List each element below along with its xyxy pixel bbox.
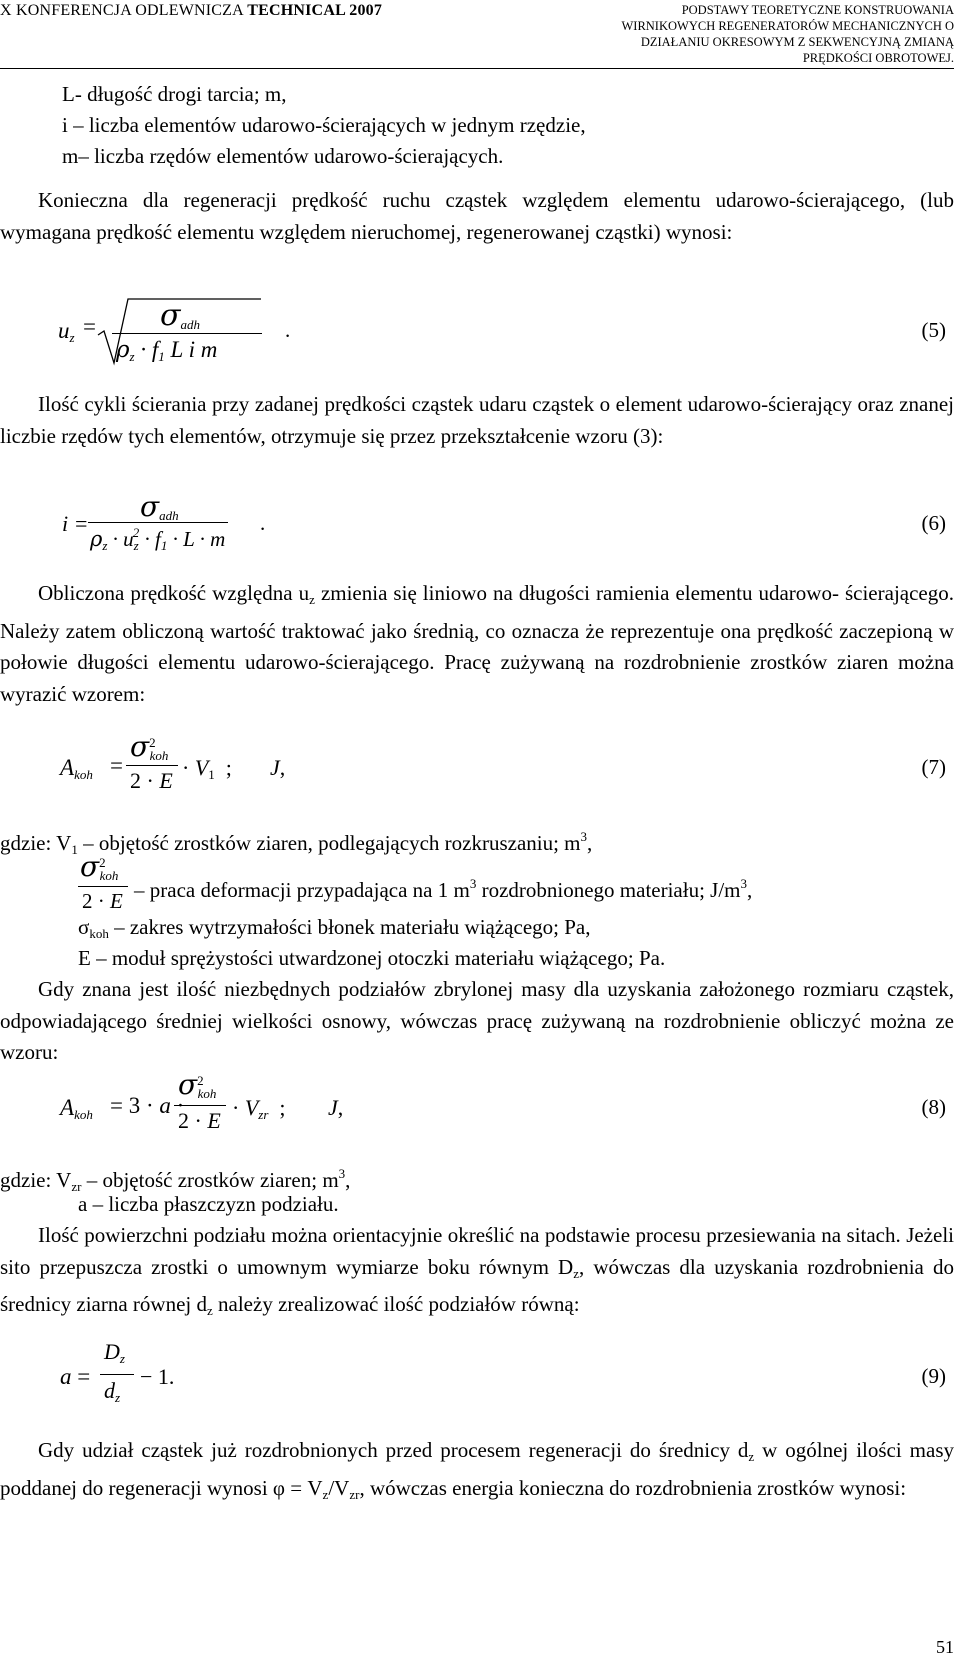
eq8-number: (8) (921, 1095, 946, 1119)
def-Vzr-rest: – objętość zrostków ziaren; m (81, 1168, 339, 1192)
eq6-f-sub: 1 (160, 538, 168, 553)
def-work-rest: rozdrobnionego materiału; J/m (476, 878, 741, 902)
def-work-denominator: 2 · E (82, 889, 123, 913)
eq5-lhs-sub: z (69, 330, 75, 345)
def-work-m3b: 3 (740, 876, 748, 891)
paragraph-6-rest: , wówczas energia konieczna do rozdrobnienia zrostków wynosi: (359, 1475, 907, 1500)
paragraph-6-start: Gdy udział cząstek już rozdrobnionych przed procesem regeneracji do średnicy d (38, 1438, 749, 1462)
eq5-sigma: σ (160, 298, 181, 333)
eq7-unit: J (270, 755, 280, 780)
paragraph-5-start: Ilość powierzchni podziału można orientacyjnie określić na podstawie procesu przesiewania na sitach. Jeżeli sito przepuszcza zrostki o umownym wymiarze boku równym D (0, 1223, 954, 1279)
def-V1-rest: – objętość zrostków ziaren, podlegających rozkruszaniu; m (77, 831, 581, 855)
paragraph-5-sub2: z (207, 1303, 213, 1318)
eq5-fraction-bar (112, 333, 262, 334)
paragraph-6-sub: z (748, 1449, 755, 1464)
def-V1: gdzie: $V_1$ – objętość zrostków ziaren, podlegających rozkruszaniu; $m^3$, (0, 829, 593, 857)
eq7-volume: · $V_1$ ; (182, 755, 232, 782)
eq5-lhs: u (58, 318, 70, 343)
eq5-number: (5) (921, 318, 946, 342)
eq7-equals: = (110, 753, 123, 778)
paragraph-6-mid2: /V (328, 1475, 350, 1500)
eq6-period: . (260, 511, 266, 535)
eq5-equals: = (83, 314, 96, 339)
def-i: i – liczba elementów udarowo-ścierających w jednym rzędzie, (62, 113, 586, 137)
eq5-i: i (188, 337, 196, 362)
def-sigma-sub: koh (89, 926, 109, 941)
eq5-L: L (170, 337, 183, 362)
def-V1-start: gdzie: V (0, 831, 72, 855)
paragraph-6-mid: w ogólnej ilości masy poddanej do regeneracji wynosi φ = V (0, 1438, 954, 1500)
def-work-sup: 2 (99, 855, 106, 870)
paragraph-3-sub: z (309, 592, 315, 607)
paragraph-6 (0, 1435, 954, 1510)
running-title (621, 2, 954, 66)
eq5-f-sub: 1 (158, 349, 165, 364)
eq7-sigma: σ (130, 730, 150, 763)
def-V1-sub: 1 (71, 842, 78, 857)
paragraph-6-sub2: z (322, 1486, 329, 1502)
paragraph-6-sub3: zr (349, 1486, 360, 1502)
eq9-fraction-bar (100, 1374, 134, 1375)
eq6-sigma-sub: adh (159, 508, 179, 523)
paragraph-5-rest: należy zrealizować ilość podziałów równą: (212, 1292, 580, 1316)
def-work-sub: koh (99, 868, 119, 883)
eq6-sigma: σ (140, 490, 160, 523)
paragraph-4: Gdy znana jest ilość niezbędnych podziałów zbrylonej masy dla uzyskania założonego rozmiaru cząstek, odpowiadającego średniej wielkości osnowy, wówczas pracę zużywaną na rozdrobnienie obliczyć można ze wzoru: (0, 977, 954, 1064)
eq7-sigma-sup: 2 (149, 735, 156, 750)
paragraph-1: Konieczna dla regeneracji prędkość ruchu cząstek względem elementu udarowo-ścierającego, (lub wymagana prędkość elementu względem nieruchomej, regenerowanej cząstki) wynosi: (0, 188, 954, 244)
eq5-f: f (151, 337, 159, 362)
paragraph-5-mid: , wówczas dla uzyskania rozdrobnienia do średnicy ziarna równej d (0, 1254, 954, 1316)
def-Vzr-sub: zr (71, 1179, 82, 1194)
def-work: – praca deformacji przypadająca na 1 $m^3$ rozdrobnionego materiału; $J/m^3$, (134, 876, 753, 902)
def-E: E – moduł sprężystości utwardzonej otoczki materiału wiążącego; Pa. (78, 946, 666, 970)
def-L: L- długość drogi tarcia; m, (62, 82, 287, 106)
paragraph-2: Ilość cykli ścierania przy zadanej prędkości cząstek udaru cząstek o element udarowo-ścierający oraz znanej liczbie rzędów tych elementów, otrzymuje się przez przekształcenie wzoru (3): (0, 392, 954, 448)
eq7-denominator: 2 · E (130, 768, 173, 793)
eq7-sigma-sub: koh (149, 748, 169, 763)
eq6-u-sup: 2 (132, 525, 140, 540)
eq5-rho-sub: z (129, 349, 135, 364)
def-work-bar (78, 886, 128, 887)
header-rule (0, 68, 954, 69)
eq7-lhs: A (60, 755, 75, 780)
def-sigma-rest: – zakres wytrzymałości błonek materiału wiążącego; Pa, (108, 915, 591, 939)
eq6-number: (6) (921, 511, 946, 535)
running-title-line: DZIAŁANIU OKRESOWYM Z SEKWENCYJNĄ ZMIANĄ (640, 35, 954, 49)
def-work-sigma: σ (80, 850, 100, 883)
eq5-m: m (200, 337, 218, 362)
eq6-u-sub: z (133, 538, 139, 553)
paragraph-3-start: Obliczona prędkość względna u (38, 581, 310, 605)
def-m: m– liczba rzędów elementów udarowo-ścierających. (62, 144, 504, 168)
running-title-line: WIRNIKOWYCH REGENERATORÓW MECHANICZNYCH O (621, 19, 954, 33)
def-Vzr-sup: 3 (338, 1166, 346, 1181)
conference-label: X KONFERENCJA ODLEWNICZA (0, 2, 244, 19)
paragraph-5-sub: z (573, 1265, 579, 1281)
eq9-number: (9) (921, 1364, 946, 1388)
eq5-period: . (285, 318, 291, 342)
eq5-sigma-sub: adh (180, 317, 200, 332)
paragraph-5 (0, 1220, 954, 1327)
def-Vzr: gdzie: $V_{zr}$ – objętość zrostków ziaren; $m^3$, (0, 1166, 351, 1194)
conference-year: TECHNICAL 2007 (247, 2, 383, 19)
eq7-fraction-bar (126, 765, 178, 766)
page-number: 51 (936, 1637, 954, 1657)
def-sigma-symbol: σ (78, 915, 90, 939)
def-work-m3: 3 (469, 876, 477, 891)
def-work-start: – praca deformacji przypadająca na 1 m (134, 878, 470, 902)
eq7-lhs-sub: koh (74, 767, 93, 782)
paragraph-3-rest: zmienia się liniowo na długości ramienia elementu udarowo- ścierającego. Należy zatem obliczoną wartość traktować jako średnią, co oznacza że reprezentuje ona prędkość zaczepioną w połowie długości elementu udarowo-ścierającego. Pracę zużywaną na rozdrobnienie zrostków ziaren można wyrazić wzorem: (0, 581, 954, 706)
eq5-rho: ρ (116, 337, 130, 363)
eq6-rho-sub: z (102, 538, 108, 553)
eq6-rho: ρ (90, 527, 103, 551)
eq6-lhs: i (62, 511, 69, 536)
running-title-line: PODSTAWY TEORETYCZNE KONSTRUOWANIA (681, 3, 954, 17)
eq8-fraction-bar (174, 1105, 226, 1106)
def-a: a – liczba płaszczyzn podziału. (78, 1192, 339, 1216)
def-V1-sup: 3 (580, 829, 588, 844)
eq6-fraction-bar (88, 522, 228, 523)
paragraph-3 (0, 578, 954, 710)
def-Vzr-start: gdzie: V (0, 1168, 72, 1192)
eq7-number: (7) (921, 755, 946, 779)
running-title-line: PRĘDKOŚCI OBROTOWEJ. (802, 51, 954, 65)
conference-name (0, 2, 382, 20)
